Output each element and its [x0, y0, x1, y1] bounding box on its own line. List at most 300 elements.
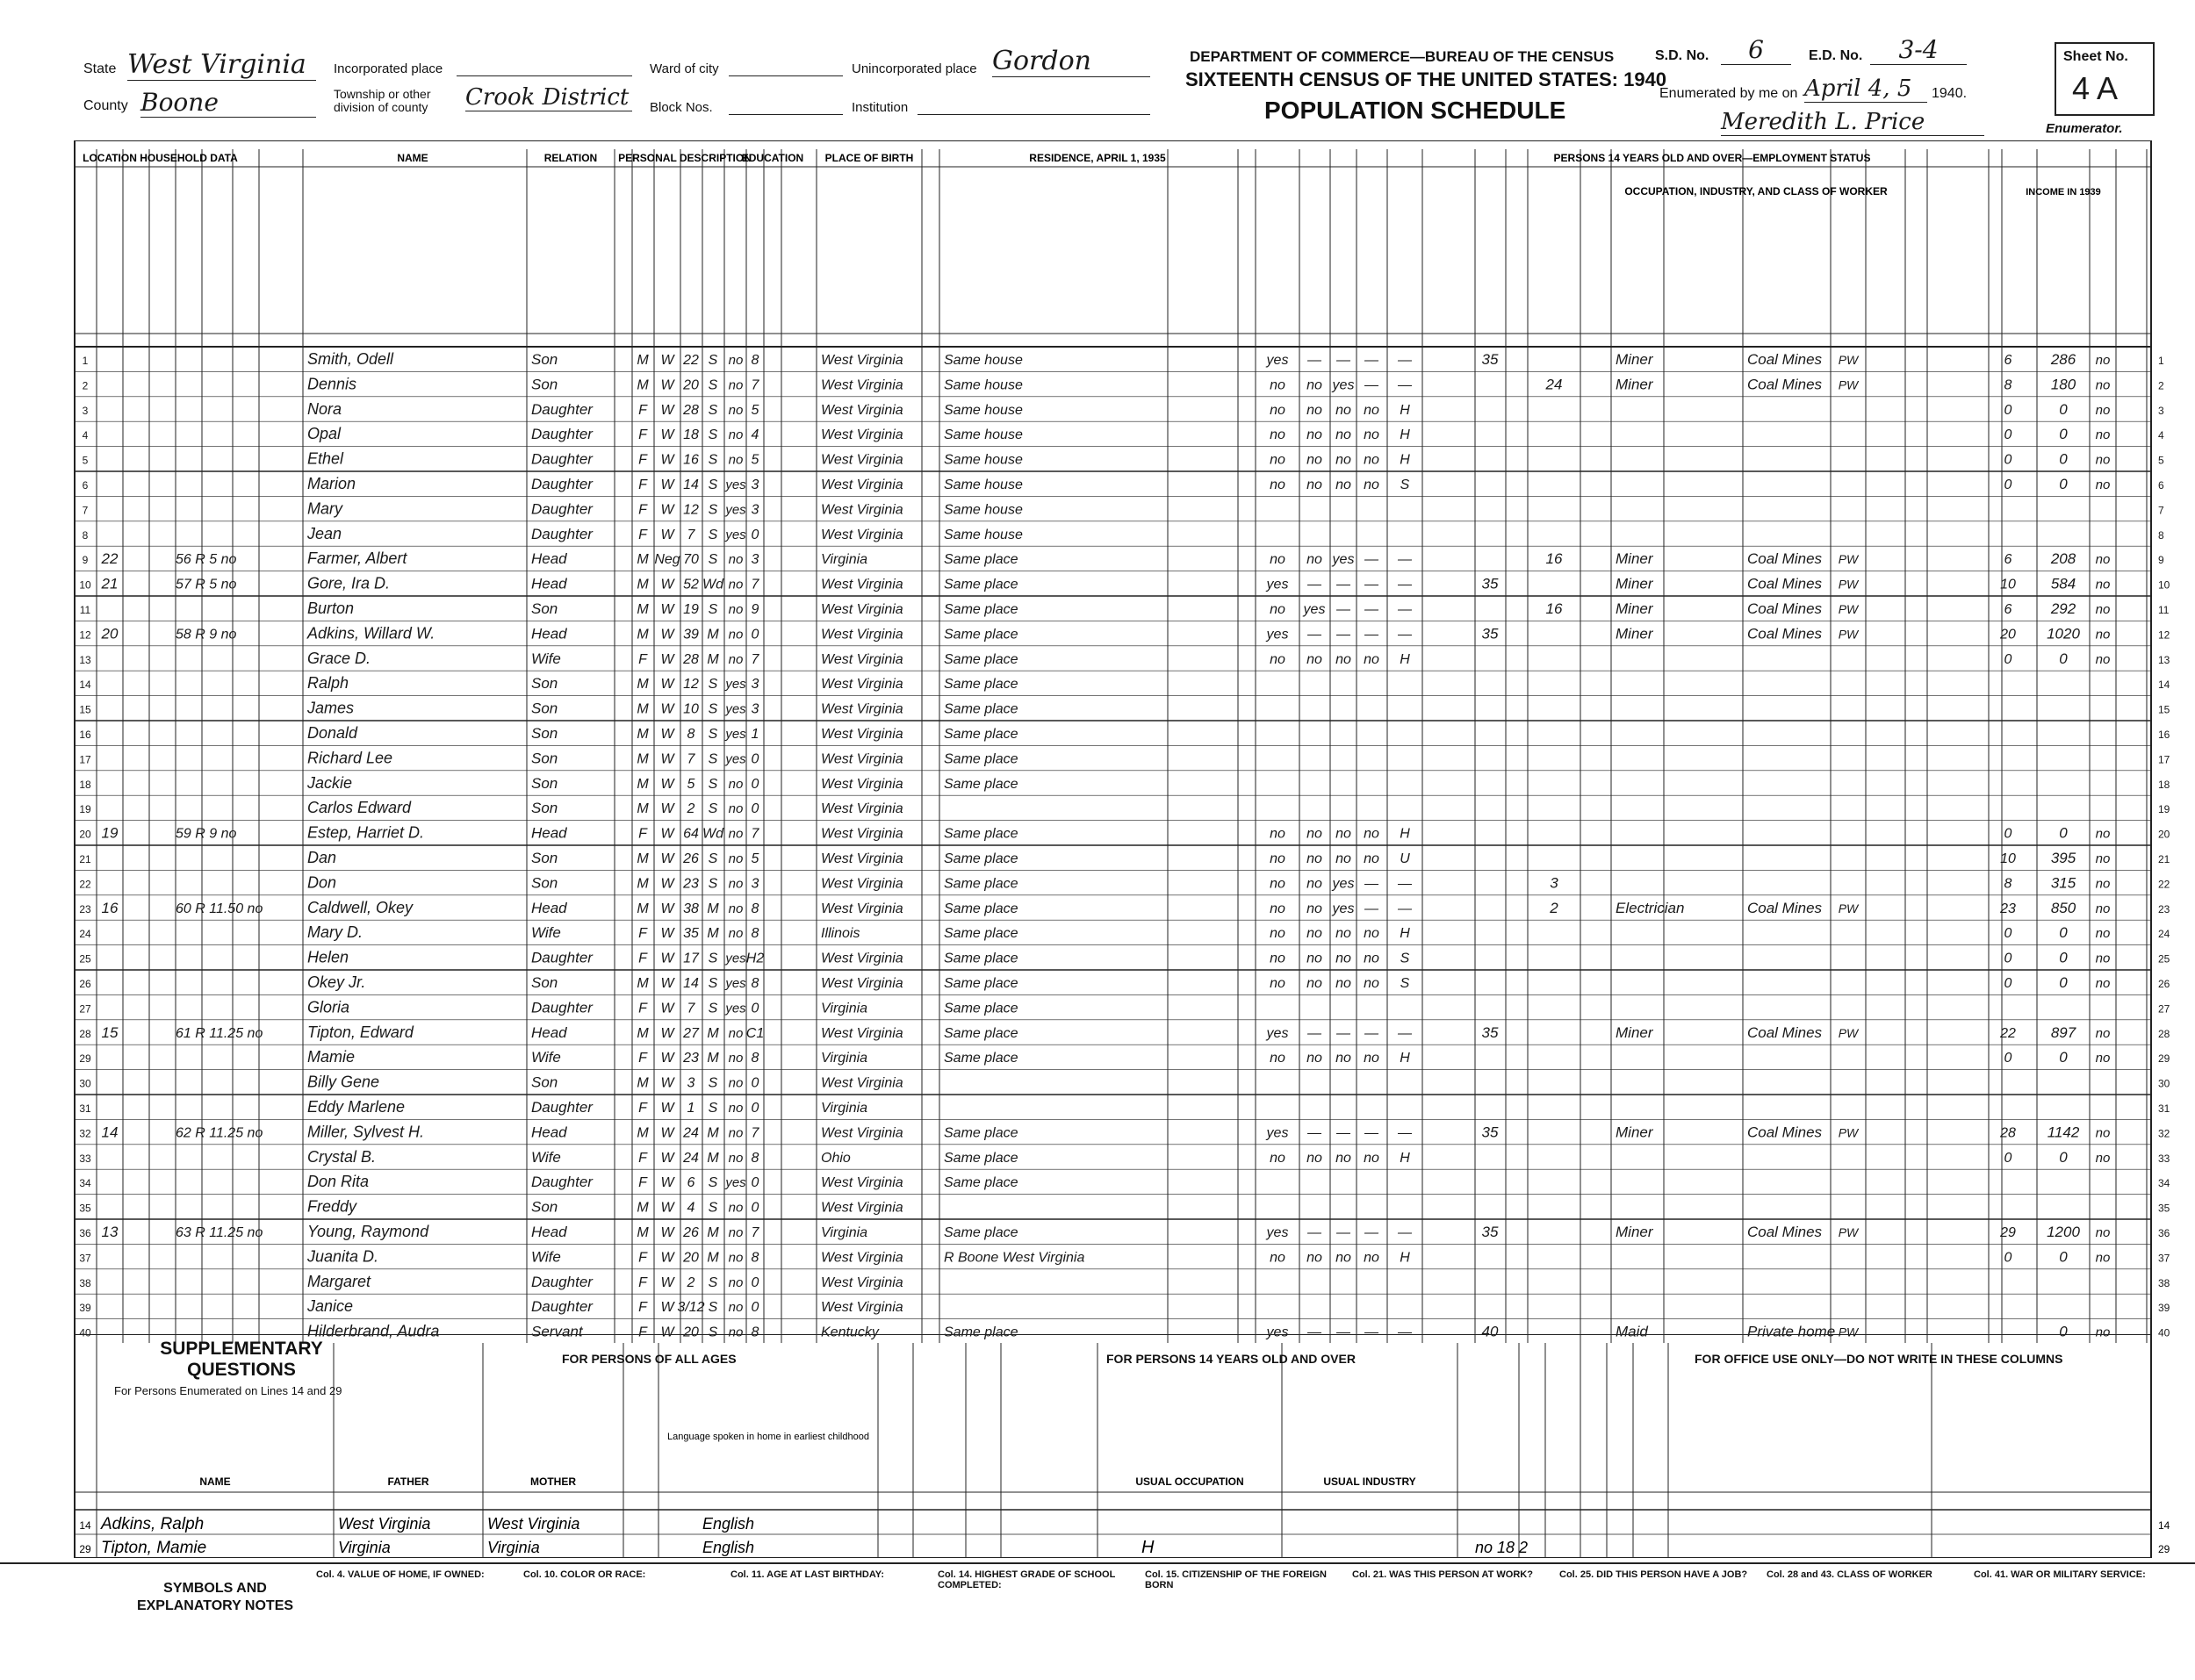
- ed-value: 3-4: [1870, 35, 1967, 65]
- cell-relation: Son: [531, 725, 558, 742]
- line-number-right: 12: [2158, 628, 2170, 642]
- cell-race: W: [660, 502, 674, 518]
- cell-marital: S: [708, 1001, 718, 1016]
- township-value: Crook District: [465, 84, 632, 111]
- cell-age: 17: [683, 951, 699, 966]
- cell-has-job: no: [1364, 477, 1379, 492]
- cell-age: 12: [683, 677, 699, 693]
- line-number-right: 33: [2158, 1152, 2170, 1165]
- cell-wages: 286: [2050, 351, 2076, 368]
- line-number-right: 6: [2158, 479, 2164, 492]
- cell-marital: S: [708, 751, 718, 767]
- cell-grade: C1: [745, 1025, 765, 1041]
- cell-marital: S: [708, 677, 718, 693]
- cell-seeking-work: —: [1336, 1125, 1350, 1141]
- cell-birthplace: Virginia: [821, 1001, 868, 1016]
- cell-weeks-worked: 23: [2000, 901, 2016, 916]
- cell-relation: Son: [531, 600, 558, 617]
- cell-public-work: no: [1306, 1051, 1322, 1066]
- footer-note: Col. 14. HIGHEST GRADE OF SCHOOL COMPLETED:: [938, 1569, 1116, 1590]
- cell-age: 2: [687, 1274, 695, 1290]
- line-number-right: 39: [2158, 1302, 2170, 1315]
- cell-other-income: no: [2095, 427, 2111, 443]
- cell-activity: —: [1398, 876, 1412, 892]
- cell-wages: 0: [2059, 924, 2068, 942]
- cell-age: 18: [683, 427, 699, 443]
- cell-school: no: [728, 1075, 744, 1091]
- cell-age: 24: [683, 1125, 699, 1141]
- cell-relation: Son: [531, 974, 558, 991]
- cell-grade: 4: [751, 427, 759, 443]
- line-number: 22: [79, 878, 91, 891]
- cell-class: PW: [1838, 602, 1859, 616]
- cell-race: W: [660, 851, 674, 866]
- cell-relation: Daughter: [531, 1273, 593, 1290]
- cell-age: 7: [687, 527, 695, 542]
- cell-birthplace: West Virginia: [821, 427, 903, 443]
- cell-wages: 292: [2050, 600, 2076, 617]
- cell-residence: Same house: [944, 477, 1023, 492]
- cell-wages: 1142: [2047, 1124, 2080, 1141]
- cell-birthplace: West Virginia: [821, 1250, 903, 1266]
- cell-occupation: Miner: [1616, 351, 1653, 368]
- cell-wages: 1020: [2047, 625, 2080, 643]
- cell-wages: 850: [2050, 899, 2076, 916]
- cell-public-work: no: [1306, 901, 1322, 916]
- cell-seeking-work: —: [1336, 1225, 1350, 1240]
- cell-race: W: [660, 527, 674, 542]
- col-personal: PERSONAL DESCRIPTION: [618, 152, 752, 164]
- cell-marital: M: [707, 1125, 719, 1141]
- cell-age: 64: [683, 826, 699, 842]
- cell-public-work: no: [1306, 851, 1322, 866]
- cell-school: no: [728, 776, 744, 792]
- cell-birthplace: West Virginia: [821, 951, 903, 966]
- line-number: 35: [79, 1202, 91, 1215]
- cell-household: 60 R 11.50 no: [176, 901, 263, 916]
- cell-sex: F: [638, 1001, 647, 1016]
- cell-wages: 0: [2059, 949, 2068, 966]
- cell-at-work: yes: [1266, 1125, 1289, 1141]
- cell-seeking-work: no: [1335, 427, 1351, 443]
- cell-household: 58 R 9 no: [176, 627, 237, 643]
- cell-name: Richard Lee: [307, 749, 393, 767]
- incorporated-label: Incorporated place: [334, 61, 443, 76]
- line-number: 28: [79, 1027, 91, 1040]
- cell-name: Dan: [307, 849, 337, 866]
- cell-residence: Same place: [944, 677, 1018, 693]
- cell-has-job: no: [1364, 951, 1379, 966]
- cell-name: Ethel: [307, 449, 344, 468]
- supp-mother-birthplace: West Virginia: [487, 1515, 580, 1533]
- cell-marital: S: [708, 377, 718, 393]
- cell-residence: Same place: [944, 876, 1018, 892]
- cell-at-work: yes: [1266, 577, 1289, 592]
- cell-race: W: [660, 602, 674, 617]
- col-residence: RESIDENCE, APRIL 1, 1935: [1029, 152, 1166, 164]
- cell-weeks: 16: [1545, 550, 1563, 568]
- cell-grade: 0: [751, 527, 759, 542]
- cell-residence: Same place: [944, 651, 1018, 667]
- cell-name: Donald: [307, 724, 358, 742]
- cell-at-work: no: [1270, 602, 1285, 617]
- cell-has-job: —: [1364, 901, 1378, 916]
- cell-at-work: no: [1270, 552, 1285, 568]
- cell-sex: M: [637, 1225, 649, 1240]
- cell-wages: 1200: [2047, 1224, 2080, 1240]
- cell-age: 27: [683, 1025, 699, 1041]
- col-name: NAME: [397, 152, 428, 164]
- cell-school: no: [728, 801, 744, 817]
- cell-relation: Son: [531, 850, 558, 866]
- cell-school: yes: [725, 477, 746, 492]
- cell-school: no: [728, 901, 744, 916]
- cell-occupation: Maid: [1616, 1323, 1648, 1340]
- cell-relation: Head: [531, 899, 567, 916]
- cell-school: no: [728, 1250, 744, 1266]
- cell-race: W: [660, 677, 674, 693]
- cell-class: PW: [1838, 1325, 1859, 1339]
- cell-activity: S: [1400, 477, 1410, 492]
- cell-race: W: [660, 727, 674, 742]
- cell-birthplace: Kentucky: [821, 1325, 879, 1340]
- cell-location: 15: [101, 1023, 119, 1041]
- cell-school: no: [728, 577, 744, 592]
- supp-language: English: [702, 1539, 755, 1556]
- line-number: 4: [82, 429, 89, 442]
- year-suffix: 1940.: [1932, 86, 1968, 101]
- cell-residence: Same house: [944, 377, 1023, 393]
- cell-hours: 35: [1481, 351, 1499, 368]
- census-grid: [0, 140, 2195, 1343]
- supp-language-header: Language spoken in home in earliest childhood: [667, 1432, 869, 1442]
- cell-weeks-worked: 8: [2004, 377, 2012, 393]
- cell-wages: 208: [2050, 550, 2076, 568]
- cell-seeking-work: —: [1336, 627, 1350, 643]
- cell-marital: S: [708, 1075, 718, 1091]
- cell-other-income: no: [2095, 377, 2111, 393]
- cell-has-job: —: [1364, 1125, 1378, 1141]
- cell-relation: Head: [531, 625, 567, 643]
- cell-residence: Same place: [944, 627, 1018, 643]
- supp-line-number: 29: [79, 1543, 91, 1555]
- cell-sex: F: [638, 477, 647, 492]
- cell-birthplace: West Virginia: [821, 377, 903, 393]
- footer-note: Col. 4. VALUE OF HOME, IF OWNED:: [316, 1569, 485, 1580]
- cell-name: Mary D.: [307, 923, 363, 942]
- cell-birthplace: West Virginia: [821, 976, 903, 991]
- cell-public-work: no: [1306, 826, 1322, 842]
- cell-school: no: [728, 926, 744, 942]
- cell-has-job: no: [1364, 651, 1379, 667]
- cell-other-income: no: [2095, 353, 2111, 368]
- cell-other-income: no: [2095, 452, 2111, 468]
- cell-wages: 0: [2059, 450, 2068, 468]
- cell-race: Neg: [654, 552, 680, 568]
- cell-marital: S: [708, 353, 718, 368]
- cell-other-income: no: [2095, 1051, 2111, 1066]
- cell-race: W: [660, 801, 674, 817]
- cell-industry: Coal Mines: [1747, 376, 1823, 393]
- cell-weeks-worked: 0: [2004, 452, 2012, 468]
- cell-name: Eddy Marlene: [307, 1098, 406, 1116]
- cell-age: 20: [683, 1325, 699, 1340]
- line-number: 24: [79, 928, 91, 941]
- cell-school: no: [728, 1300, 744, 1316]
- cell-race: W: [660, 353, 674, 368]
- line-number: 18: [79, 778, 91, 791]
- cell-age: 26: [683, 851, 699, 866]
- cell-wages: 0: [2059, 1148, 2068, 1166]
- supp-father-birthplace: Virginia: [338, 1539, 391, 1556]
- cell-birthplace: Virginia: [821, 1051, 868, 1066]
- cell-wages: 0: [2059, 1049, 2068, 1066]
- cell-age: 8: [687, 727, 695, 742]
- cell-weeks-worked: 0: [2004, 976, 2012, 991]
- cell-residence: Same place: [944, 727, 1018, 742]
- cell-activity: —: [1398, 1125, 1412, 1141]
- cell-at-work: no: [1270, 477, 1285, 492]
- cell-residence: Same place: [944, 851, 1018, 866]
- cell-at-work: no: [1270, 427, 1285, 443]
- cell-marital: S: [708, 402, 718, 418]
- cell-race: W: [660, 1250, 674, 1266]
- footer-note: Col. 10. COLOR OR RACE:: [523, 1569, 646, 1580]
- cell-relation: Daughter: [531, 450, 593, 468]
- ed-label: E.D. No.: [1809, 48, 1863, 63]
- cell-location: 20: [101, 625, 119, 643]
- cell-name: Smith, Odell: [307, 350, 394, 368]
- cell-activity: H: [1400, 1051, 1410, 1066]
- cell-other-income: no: [2095, 926, 2111, 942]
- cell-seeking-work: no: [1335, 1250, 1351, 1266]
- line-number-right: 5: [2158, 454, 2164, 467]
- cell-grade: 5: [751, 402, 759, 418]
- cell-birthplace: West Virginia: [821, 1075, 903, 1091]
- cell-sex: F: [638, 1150, 647, 1166]
- cell-grade: 3: [751, 876, 759, 892]
- line-number: 19: [79, 803, 91, 816]
- cell-industry: Private home: [1747, 1323, 1836, 1340]
- line-number: 38: [79, 1276, 91, 1289]
- cell-grade: 3: [751, 477, 759, 492]
- line-number-right: 18: [2158, 778, 2170, 791]
- cell-sex: M: [637, 876, 649, 892]
- cell-public-work: no: [1306, 1150, 1322, 1166]
- cell-industry: Coal Mines: [1747, 1124, 1823, 1141]
- cell-age: 1: [687, 1101, 695, 1116]
- line-number: 5: [82, 454, 89, 467]
- cell-name: Estep, Harriet D.: [307, 823, 425, 842]
- supp-line-number-right: 14: [2158, 1519, 2170, 1532]
- supp-usual-occupation-header: USUAL OCCUPATION: [1135, 1475, 1244, 1488]
- cell-marital: M: [707, 627, 719, 643]
- cell-public-work: no: [1306, 377, 1322, 393]
- cell-birthplace: Virginia: [821, 1225, 868, 1240]
- cell-school: yes: [725, 727, 746, 742]
- cell-hours: 40: [1481, 1323, 1499, 1340]
- col-birthplace: PLACE OF BIRTH: [824, 152, 914, 164]
- cell-class: PW: [1838, 552, 1859, 567]
- cell-seeking-work: —: [1336, 1025, 1350, 1041]
- cell-seeking-work: no: [1335, 926, 1351, 942]
- cell-birthplace: West Virginia: [821, 1175, 903, 1191]
- cell-marital: S: [708, 552, 718, 568]
- line-number: 25: [79, 952, 91, 966]
- cell-birthplace: West Virginia: [821, 1025, 903, 1041]
- cell-school: no: [728, 402, 744, 418]
- state-label: State: [83, 61, 117, 76]
- cell-name: Gore, Ira D.: [307, 574, 391, 592]
- cell-grade: 8: [751, 926, 759, 942]
- cell-age: 19: [683, 602, 699, 617]
- cell-public-work: no: [1306, 477, 1322, 492]
- cell-marital: S: [708, 527, 718, 542]
- cell-age: 5: [687, 776, 695, 792]
- cell-activity: —: [1398, 552, 1412, 568]
- cell-relation: Son: [531, 1198, 558, 1216]
- cell-has-job: —: [1364, 577, 1378, 592]
- cell-age: 20: [683, 377, 699, 393]
- cell-grade: 0: [751, 801, 759, 817]
- cell-public-work: yes: [1303, 602, 1326, 617]
- line-number-right: 7: [2158, 504, 2164, 517]
- cell-residence: Same house: [944, 427, 1023, 443]
- cell-hours: 35: [1481, 1124, 1499, 1141]
- section-all-ages: FOR PERSONS OF ALL AGES: [562, 1352, 737, 1366]
- footer-note: Col. 28 and 43. CLASS OF WORKER: [1767, 1569, 1932, 1580]
- cell-birthplace: West Virginia: [821, 502, 903, 518]
- cell-at-work: no: [1270, 926, 1285, 942]
- cell-relation: Daughter: [531, 426, 593, 443]
- cell-at-work: no: [1270, 1150, 1285, 1166]
- cell-grade: 3: [751, 701, 759, 717]
- cell-school: no: [728, 1325, 744, 1340]
- supp-usual-industry-header: USUAL INDUSTRY: [1323, 1475, 1416, 1488]
- cell-school: yes: [725, 1001, 746, 1016]
- cell-marital: M: [707, 926, 719, 942]
- cell-name: Margaret: [307, 1272, 371, 1290]
- cell-has-job: no: [1364, 826, 1379, 842]
- line-number-right: 27: [2158, 1002, 2170, 1016]
- footer-note: Col. 21. WAS THIS PERSON AT WORK?: [1352, 1569, 1533, 1580]
- cell-activity: —: [1398, 901, 1412, 916]
- cell-relation: Wife: [531, 1248, 561, 1266]
- cell-residence: Same place: [944, 602, 1018, 617]
- cell-industry: Coal Mines: [1747, 550, 1823, 568]
- cell-activity: H: [1400, 1150, 1410, 1166]
- schedule-title: POPULATION SCHEDULE: [1264, 97, 1566, 124]
- cell-wages: 0: [2059, 974, 2068, 991]
- cell-at-work: no: [1270, 651, 1285, 667]
- cell-birthplace: West Virginia: [821, 1300, 903, 1316]
- line-number-right: 34: [2158, 1177, 2170, 1190]
- line-number: 10: [79, 578, 91, 592]
- cell-other-income: no: [2095, 1225, 2111, 1240]
- cell-activity: —: [1398, 1225, 1412, 1240]
- cell-relation: Head: [531, 1224, 567, 1240]
- cell-residence: Same place: [944, 577, 1018, 592]
- cell-sex: M: [637, 801, 649, 817]
- cell-age: 26: [683, 1225, 699, 1240]
- cell-relation: Daughter: [531, 400, 593, 418]
- cell-race: W: [660, 1325, 674, 1340]
- cell-household: 61 R 11.25 no: [176, 1025, 263, 1041]
- cell-age: 14: [683, 976, 699, 991]
- cell-at-work: yes: [1266, 1325, 1289, 1340]
- line-number-right: 8: [2158, 528, 2164, 542]
- cell-occupation: Miner: [1616, 1023, 1653, 1041]
- cell-grade: 8: [751, 901, 759, 916]
- cell-seeking-work: yes: [1332, 377, 1355, 393]
- cell-at-work: yes: [1266, 353, 1289, 368]
- cell-weeks: 24: [1545, 376, 1563, 393]
- cell-sex: F: [638, 1300, 647, 1316]
- cell-marital: M: [707, 1225, 719, 1240]
- cell-age: 2: [687, 801, 695, 817]
- line-number: 33: [79, 1152, 91, 1165]
- cell-public-work: no: [1306, 1250, 1322, 1266]
- cell-other-income: no: [2095, 651, 2111, 667]
- cell-activity: —: [1398, 627, 1412, 643]
- cell-sex: F: [638, 951, 647, 966]
- line-number-right: 40: [2158, 1326, 2170, 1339]
- cell-other-income: no: [2095, 477, 2111, 492]
- cell-activity: S: [1400, 951, 1410, 966]
- line-number: 16: [79, 729, 91, 741]
- cell-sex: M: [637, 552, 649, 568]
- cell-has-job: no: [1364, 1051, 1379, 1066]
- cell-class: PW: [1838, 353, 1859, 367]
- cell-residence: Same place: [944, 1025, 1018, 1041]
- cell-name: Burton: [307, 599, 355, 617]
- cell-at-work: yes: [1266, 1225, 1289, 1240]
- cell-seeking-work: —: [1336, 1325, 1350, 1340]
- footer-notes: [0, 1562, 2195, 1680]
- cell-public-work: no: [1306, 402, 1322, 418]
- cell-residence: Same place: [944, 1175, 1018, 1191]
- line-number-right: 1: [2158, 355, 2164, 367]
- cell-public-work: —: [1307, 577, 1321, 592]
- line-number: 30: [79, 1077, 91, 1090]
- cell-weeks-worked: 0: [2004, 402, 2012, 418]
- cell-has-job: no: [1364, 976, 1379, 991]
- cell-name: Caldwell, Okey: [307, 898, 414, 916]
- cell-seeking-work: no: [1335, 452, 1351, 468]
- cell-marital: S: [708, 976, 718, 991]
- cell-weeks: 3: [1550, 874, 1558, 892]
- cell-at-work: no: [1270, 1051, 1285, 1066]
- cell-sex: F: [638, 1051, 647, 1066]
- cell-residence: Same place: [944, 1051, 1018, 1066]
- cell-sex: M: [637, 627, 649, 643]
- cell-at-work: no: [1270, 1250, 1285, 1266]
- cell-weeks: 16: [1545, 600, 1563, 617]
- cell-school: no: [728, 452, 744, 468]
- footer-note: Col. 25. DID THIS PERSON HAVE A JOB?: [1559, 1569, 1748, 1580]
- cell-has-job: no: [1364, 1250, 1379, 1266]
- cell-residence: R Boone West Virginia: [944, 1250, 1085, 1266]
- supp-name: Adkins, Ralph: [101, 1515, 205, 1533]
- cell-location: 13: [101, 1224, 119, 1240]
- cell-public-work: no: [1306, 651, 1322, 667]
- cell-sex: M: [637, 577, 649, 592]
- cell-industry: Coal Mines: [1747, 899, 1823, 916]
- line-number-right: 20: [2158, 828, 2170, 841]
- cell-sex: F: [638, 502, 647, 518]
- cell-sex: M: [637, 377, 649, 393]
- cell-other-income: no: [2095, 851, 2111, 866]
